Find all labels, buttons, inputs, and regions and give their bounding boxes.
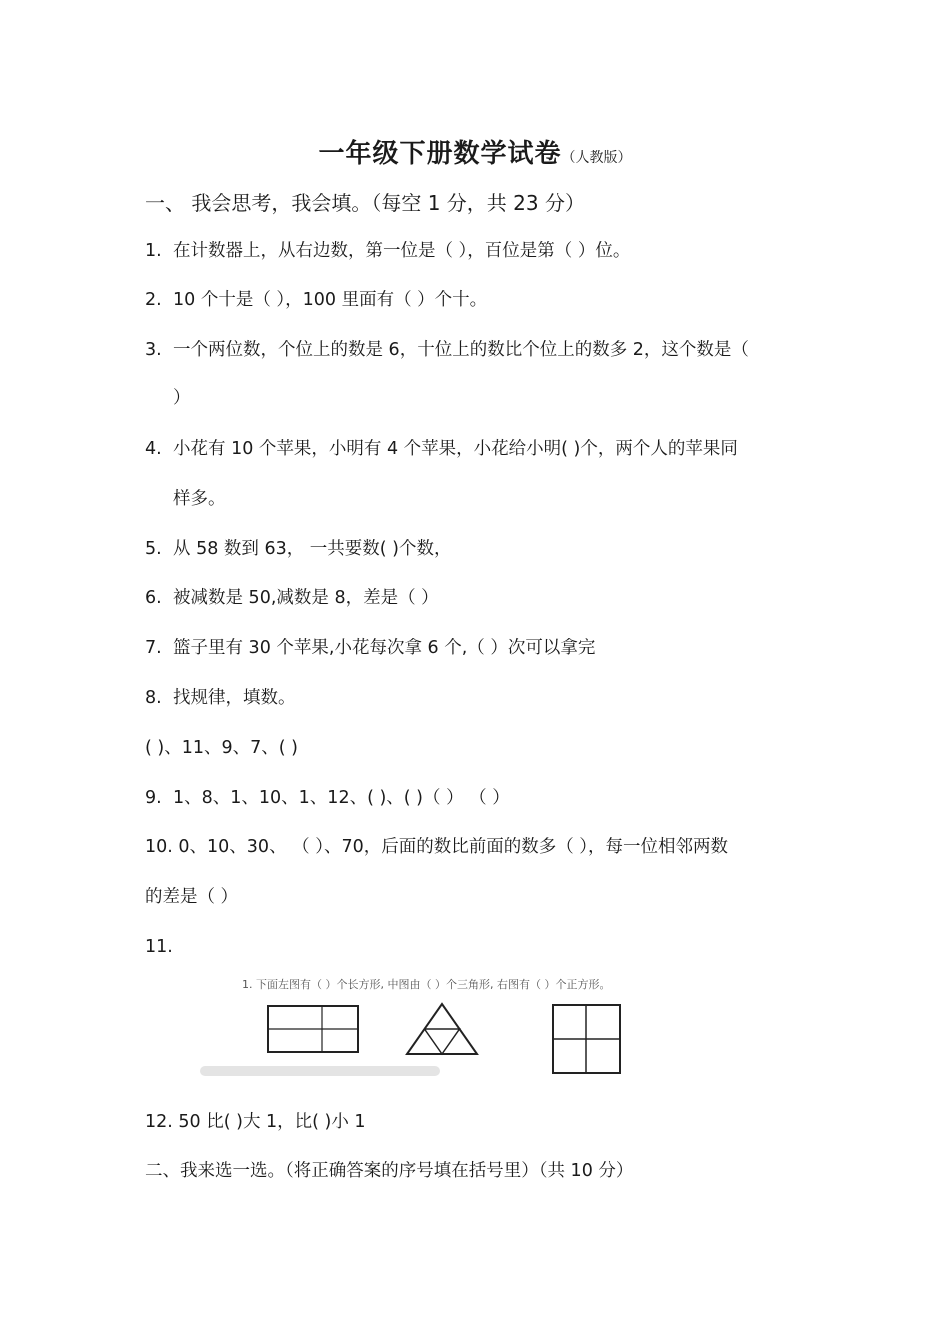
square-figure	[553, 1005, 620, 1073]
question-7	[145, 636, 595, 660]
question-text: 篮子里有 30 个苹果,小花每次拿 6 个,（ ）次可以拿完	[173, 638, 596, 658]
question-number: 6.	[145, 588, 162, 608]
question-3-continuation: ）	[173, 388, 191, 408]
question-number: 9.	[145, 788, 162, 808]
question-text: 被减数是 50,减数是 8，差是（ ）	[173, 588, 439, 608]
question-8-sequence: ( )、11、9、7、( )	[145, 738, 298, 758]
figure-shapes	[200, 968, 700, 1080]
question-3	[145, 338, 749, 362]
question-4-continuation: 样多。	[173, 489, 226, 509]
section-1-heading: 一、 我会思考，我会填。（每空 1 分，共 23 分）	[145, 191, 585, 215]
question-10: 10. 0、10、30、 （ ）、70，后面的数比前面的数多（ ），每一位相邻两数	[145, 837, 729, 857]
question-number: 7.	[145, 638, 162, 658]
question-4	[145, 437, 738, 461]
question-9	[145, 786, 510, 810]
question-10-continuation: 的差是（ ）	[145, 887, 239, 907]
scan-smudge	[200, 1066, 440, 1076]
question-number: 1.	[145, 241, 162, 261]
question-number: 3.	[145, 340, 162, 360]
triangle-figure	[407, 1004, 477, 1054]
question-6	[145, 586, 439, 610]
question-text: 一个两位数，个位上的数是 6，十位上的数比个位上的数多 2，这个数是（	[173, 340, 749, 360]
question-text: 小花有 10 个苹果，小明有 4 个苹果，小花给小明( )个，两个人的苹果同	[173, 439, 738, 459]
question-12: 12. 50 比( )大 1，比( )小 1	[145, 1112, 366, 1132]
question-2	[145, 288, 487, 312]
question-number: 8.	[145, 688, 162, 708]
rectangle-figure	[268, 1006, 358, 1052]
question-number: 2.	[145, 290, 162, 310]
question-text: 从 58 数到 63， 一共要数( )个数，	[173, 539, 452, 559]
question-text: 10 个十是（ ），100 里面有（ ）个十。	[173, 290, 488, 310]
question-8	[145, 686, 296, 710]
question-text: 在计数器上，从右边数，第一位是（ ），百位是第（ ）位。	[173, 241, 631, 261]
title-subtitle: （人教版）	[561, 150, 632, 166]
question-text: 1、8、1、10、1、12、( )、( )（ ） （ ）	[173, 788, 510, 808]
question-number: 5.	[145, 539, 162, 559]
title-main: 一年级下册数学试卷	[318, 139, 562, 169]
question-11: 11.	[145, 937, 173, 957]
question-text: 找规律，填数。	[173, 688, 296, 708]
question-1	[145, 239, 630, 263]
section-2-heading: 二、我来选一选。（将正确答案的序号填在括号里）（共 10 分）	[145, 1161, 634, 1181]
figure-caption: 1. 下面左图有（ ）个长方形, 中图由（ ）个三角形, 右图有（ ）个正方形。	[242, 978, 611, 991]
question-11-figure	[200, 968, 700, 1080]
question-number: 4.	[145, 439, 162, 459]
question-5	[145, 537, 452, 561]
exam-title	[0, 133, 950, 170]
